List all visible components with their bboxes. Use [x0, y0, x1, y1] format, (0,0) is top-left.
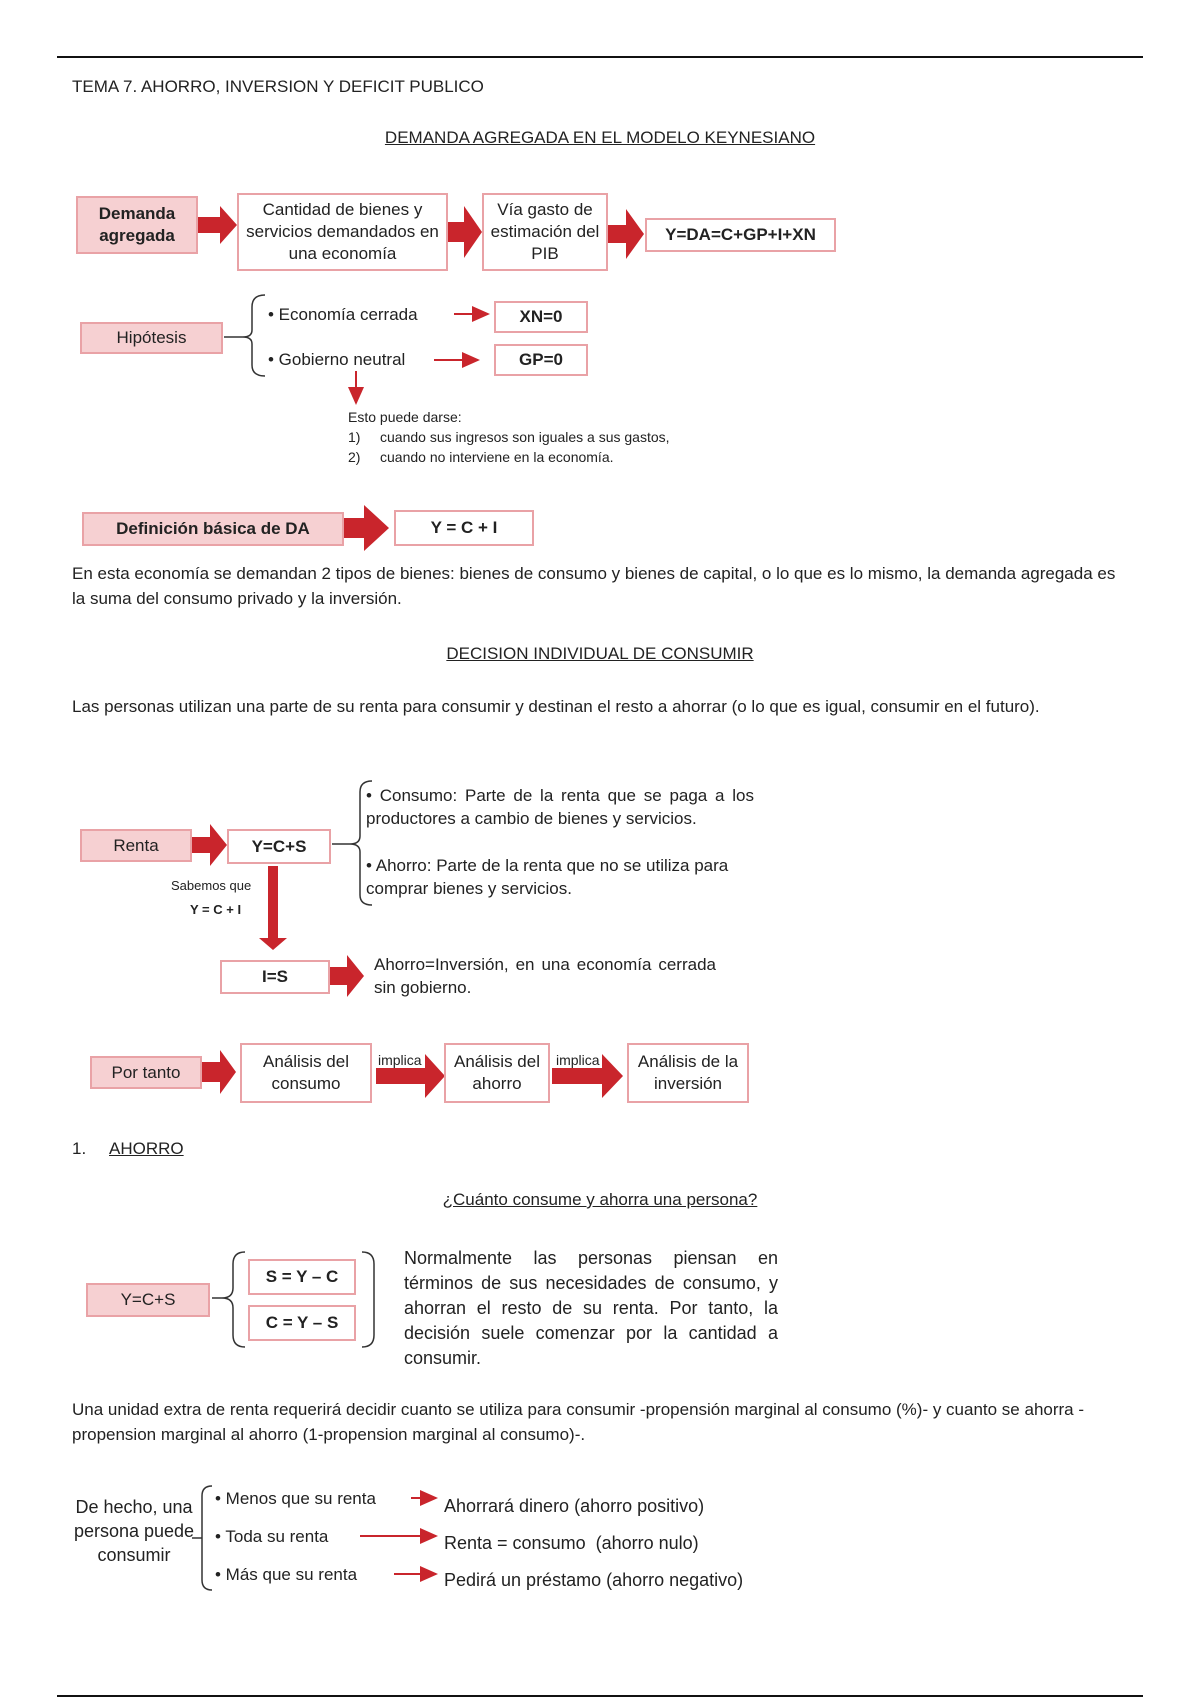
analisis-ahorro-box: Análisis del ahorro: [444, 1043, 550, 1103]
sabemos-formula: Y = C + I: [190, 902, 242, 917]
is-explanation: Ahorro=Inversión, en una economía cerrada sin gobierno.: [374, 955, 716, 997]
question-heading: ¿Cuánto consume y ahorra una persona?: [442, 1190, 758, 1209]
is-box: I=S: [220, 960, 330, 994]
brace-formulas-right: [362, 1252, 374, 1347]
result-ahorro-negativo: Pedirá un préstamo (ahorro negativo): [444, 1570, 744, 1590]
hipotesis-item-cerrada: • Economía cerrada: [268, 305, 418, 324]
note-1-num: 1): [348, 429, 361, 445]
hipotesis-box: Hipótesis: [80, 322, 223, 354]
gp-box: GP=0: [494, 344, 588, 376]
implica-label-2: implica: [556, 1052, 600, 1068]
definicion-da-box: Definición básica de DA: [82, 512, 344, 546]
definicion-formula-box: Y = C + I: [394, 510, 534, 546]
section-heading-demanda: DEMANDA AGREGADA EN EL MODELO KEYNESIANO: [384, 128, 816, 147]
brace-dehecho: [202, 1486, 212, 1590]
brace-hipotesis: [243, 295, 265, 376]
item-mas-renta: • Más que su renta: [215, 1565, 358, 1584]
paragraph-decision: Las personas utilizan una parte de su renta para consumir y destinan el resto a ahorrar (o lo que es igual, consumir en el futuro).: [72, 697, 1040, 716]
item-menos-renta: • Menos que su renta: [215, 1489, 376, 1508]
note-2: cuando no interviene en la economía.: [380, 449, 614, 465]
paragraph-demanda: En esta economía se demandan 2 tipos de bienes: bienes de consumo y bienes de capital, o lo que es lo mismo, la demanda agregada es la suma del consumo privado y la inversión.: [72, 564, 1116, 608]
ahorro-explanation: Normalmente las personas piensan en términos de sus necesidades de consumo, y ahorran el resto de su renta. Por tanto, la decisión suele comenzar por la cantidad a consumir.: [404, 1248, 778, 1368]
ycs-box-section2: Y=C+S: [227, 829, 331, 864]
item-toda-renta: • Toda su renta: [215, 1527, 329, 1546]
arrow-down-sabemos: [259, 866, 287, 950]
section-heading-ahorro: AHORRO: [109, 1139, 184, 1158]
arrow-renta-ycs: [192, 824, 227, 866]
arrow-da-cantidad: [198, 206, 237, 244]
arrow-portanto: [202, 1050, 236, 1094]
via-gasto-box: Vía gasto de estimación del PIB: [482, 193, 608, 271]
implica-label-1: implica: [378, 1052, 422, 1068]
xn-box: XN=0: [494, 301, 588, 333]
demanda-agregada-box: Demanda agregada: [76, 196, 198, 254]
note-2-num: 2): [348, 449, 361, 465]
brace-formulas-left: [222, 1252, 245, 1347]
paragraph-propension: Una unidad extra de renta requerirá decidir cuanto se utiliza para consumir -propensión marginal al consumo (%)- y cuanto se ahorra -propension marginal al ahorro (1-propension marginal al consumo)-.: [72, 1400, 1085, 1444]
renta-box: Renta: [80, 829, 192, 862]
page-title: TEMA 7. AHORRO, INVERSION Y DEFICIT PUBLICO: [72, 77, 484, 96]
arrow-is: [330, 955, 364, 997]
result-ahorro-positivo: Ahorrará dinero (ahorro positivo): [444, 1496, 705, 1516]
s-formula-box: S = Y – C: [248, 1259, 356, 1295]
arrow-def: [344, 505, 389, 551]
consumo-definition: • Consumo: Parte de la renta que se paga a los productores a cambio de bienes y servicios.: [366, 786, 754, 828]
arrow-via-formula: [608, 209, 644, 259]
analisis-consumo-box: Análisis del consumo: [240, 1043, 372, 1103]
section-heading-decision: DECISION INDIVIDUAL DE CONSUMIR: [446, 644, 754, 663]
analisis-inversion-box: Análisis de la inversión: [627, 1043, 749, 1103]
note-title: Esto puede darse:: [348, 409, 462, 425]
c-formula-box: C = Y – S: [248, 1305, 356, 1341]
ahorro-definition: • Ahorro: Parte de la renta que no se utiliza para comprar bienes y servicios.: [366, 856, 729, 898]
arrow-cantidad-via: [448, 206, 482, 258]
result-ahorro-nulo: Renta = consumo (ahorro nulo): [444, 1533, 699, 1553]
formula-da-box: Y=DA=C+GP+I+XN: [645, 218, 836, 252]
ycs-box-section3: Y=C+S: [86, 1283, 210, 1317]
por-tanto-box: Por tanto: [90, 1056, 202, 1089]
cantidad-bienes-box: Cantidad de bienes y servicios demandados en una economía: [237, 193, 448, 271]
sabemos-que: Sabemos que: [171, 878, 252, 893]
note-1: cuando sus ingresos son iguales a sus gastos,: [380, 429, 670, 445]
hipotesis-item-neutral: • Gobierno neutral: [268, 350, 406, 369]
section-number: 1.: [72, 1139, 87, 1158]
de-hecho-label: De hecho, una persona puede consumir: [73, 1497, 195, 1565]
